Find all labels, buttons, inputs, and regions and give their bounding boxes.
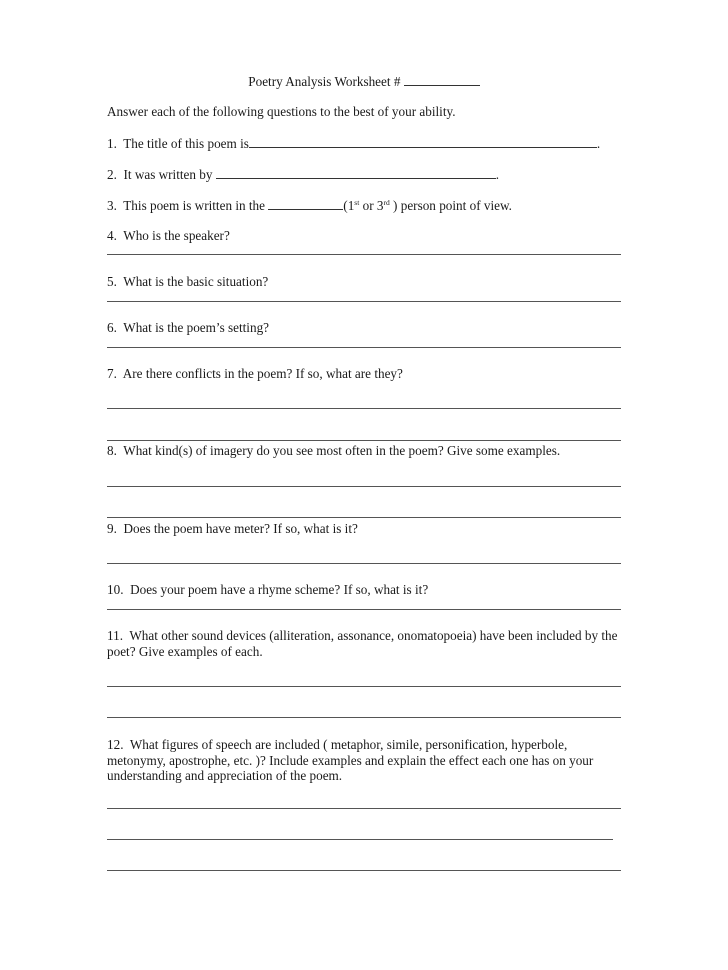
answer-line-12a[interactable] — [107, 808, 621, 809]
period: . — [495, 167, 500, 182]
answer-line-11a[interactable] — [107, 686, 621, 687]
question-9 — [107, 521, 358, 537]
answer-line-8b[interactable] — [107, 517, 621, 518]
question-number: 2. — [107, 167, 117, 182]
question-number: 12. — [107, 737, 124, 752]
question-text: It was written by — [123, 167, 213, 182]
question-8 — [107, 443, 560, 459]
question-number: 6. — [107, 320, 117, 335]
instructions: Answer each of the following questions to the best of your ability. — [107, 104, 456, 119]
question-text: What other sound devices (alliteration, assonance, onomatopoeia) have been included by the poet? Give examples of each. — [107, 628, 618, 659]
question-text: This poem is written in the — [123, 198, 265, 213]
question-number: 3. — [107, 198, 117, 213]
worksheet-title — [0, 73, 728, 90]
question-number: 11. — [107, 628, 123, 643]
question-11 — [107, 628, 627, 659]
answer-line-6[interactable] — [107, 347, 621, 348]
pov-option-third: or 3 — [359, 198, 384, 213]
question-number: 5. — [107, 274, 117, 289]
answer-line-11b[interactable] — [107, 717, 621, 718]
question-number: 10. — [107, 582, 124, 597]
question-number: 7. — [107, 366, 117, 381]
worksheet-number-blank[interactable] — [404, 73, 480, 86]
question-text: Does the poem have meter? If so, what is it? — [123, 521, 358, 536]
answer-line-4[interactable] — [107, 254, 621, 255]
question-text: The title of this poem is — [123, 136, 249, 151]
question-7 — [107, 366, 403, 382]
question-text: Who is the speaker? — [123, 228, 230, 243]
question-2 — [107, 166, 499, 183]
question-3 — [107, 197, 512, 214]
superscript-st: st — [354, 198, 360, 207]
question-text: What is the poem’s setting? — [123, 320, 270, 335]
answer-line-9[interactable] — [107, 563, 621, 564]
question-text: Does your poem have a rhyme scheme? If so, what is it? — [130, 582, 429, 597]
question-number: 9. — [107, 521, 117, 536]
answer-line-8a[interactable] — [107, 486, 621, 487]
question-10 — [107, 582, 428, 598]
question-1 — [107, 135, 600, 152]
answer-line-7b[interactable] — [107, 440, 621, 441]
pov-option-first: (1 — [343, 198, 355, 213]
question-number: 8. — [107, 443, 117, 458]
answer-line-5[interactable] — [107, 301, 621, 302]
question-number: 4. — [107, 228, 117, 243]
point-of-view-blank[interactable] — [268, 197, 343, 210]
question-text: What kind(s) of imagery do you see most often in the poem? Give some examples. — [123, 443, 561, 458]
question-12 — [107, 737, 627, 784]
question-5 — [107, 274, 268, 290]
question-4 — [107, 228, 230, 244]
question-text: What is the basic situation? — [123, 274, 269, 289]
period: . — [596, 136, 601, 151]
title-answer-blank[interactable] — [249, 135, 597, 148]
author-answer-blank[interactable] — [216, 166, 496, 179]
title-text: Poetry Analysis Worksheet # — [248, 74, 401, 89]
question-number: 1. — [107, 136, 117, 151]
answer-line-12b[interactable] — [107, 839, 613, 840]
question-text: What figures of speech are included ( metaphor, simile, personification, hyperbole, metonymy, apostrophe, etc. )? Include examples and explain the effect each one has on your understanding and appreciation of the poem. — [107, 737, 594, 783]
question-suffix: ) person point of view. — [389, 198, 512, 213]
question-6 — [107, 320, 269, 336]
answer-line-12c[interactable] — [107, 870, 621, 871]
question-text: Are there conflicts in the poem? If so, what are they? — [122, 366, 403, 381]
answer-line-7a[interactable] — [107, 408, 621, 409]
answer-line-10[interactable] — [107, 609, 621, 610]
superscript-rd: rd — [383, 198, 390, 207]
